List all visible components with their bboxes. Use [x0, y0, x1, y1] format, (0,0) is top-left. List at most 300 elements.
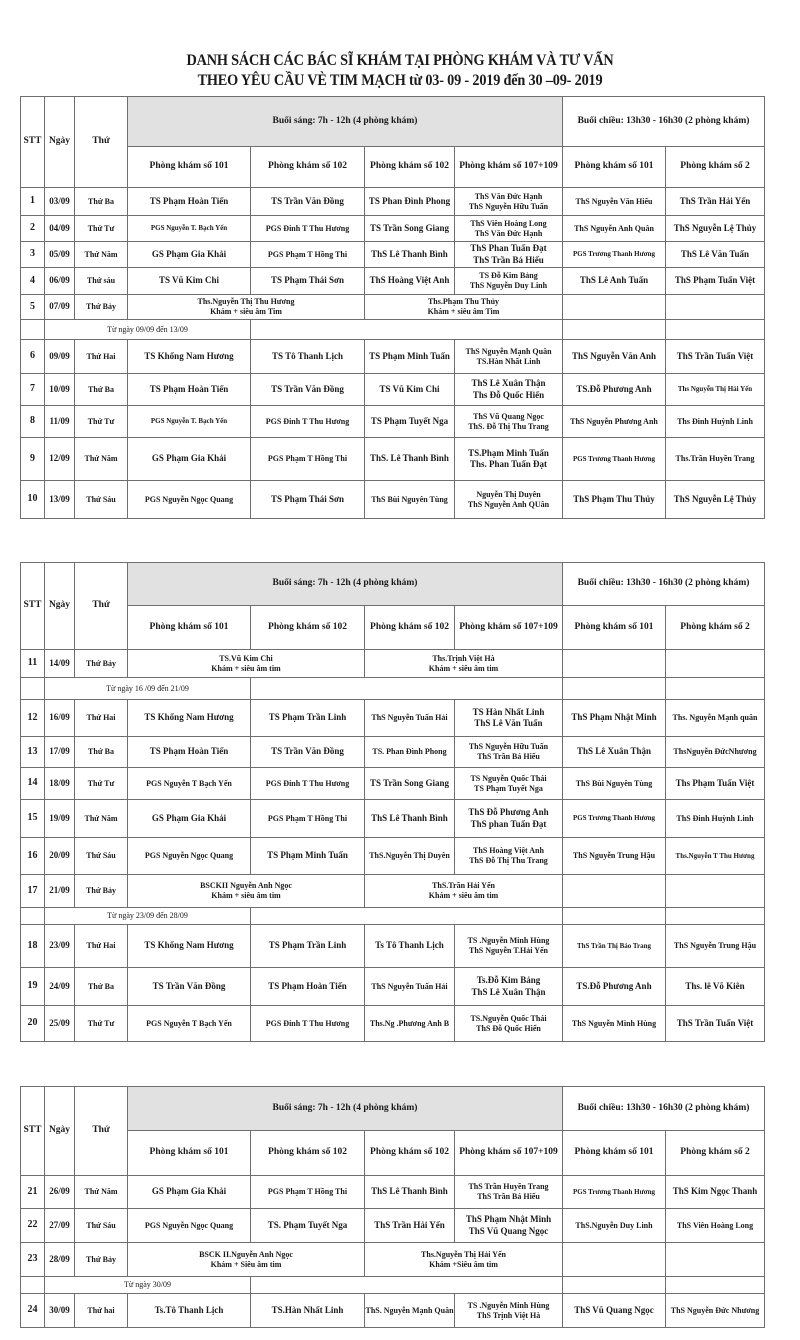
cell-text: 16/09	[49, 712, 70, 723]
cell-text: 04/09	[49, 222, 70, 233]
doctor-cell	[562, 437, 666, 481]
doctor-name: TS Phạm Tuyết Nga	[474, 783, 543, 793]
doctor-name: ThS Trần Bá Hiếu	[477, 752, 540, 761]
row-date	[44, 799, 75, 838]
merged-doctor-cell	[127, 874, 365, 908]
section-empty-cell	[250, 1276, 563, 1294]
cell-text: 26/09	[49, 1186, 70, 1197]
header-label: Buổi chiều: 13h30 - 16h30 (2 phòng khám)	[577, 578, 750, 589]
cell-text: 9	[30, 452, 35, 464]
doctor-cell	[364, 215, 455, 242]
header-room	[665, 1130, 765, 1176]
doctor-name: TS Nguyễn Quốc Thái	[470, 773, 547, 783]
doctor-cell	[562, 799, 666, 838]
header-room	[562, 605, 666, 650]
doctor-name: PGS Trương Thanh Hương	[572, 814, 656, 823]
doctor-name: TS Phạm Tuyết Nga	[370, 415, 449, 426]
row-weekday	[74, 294, 128, 320]
header-label: Phòng khám số 2	[680, 1147, 750, 1158]
doctor-name: ThS Nguyễn Hữu Tuấn	[468, 201, 549, 211]
row-weekday	[74, 649, 128, 678]
doctor-name: TS Hàn Nhất Linh	[472, 706, 545, 717]
doctor-name: TS .Nguyễn Minh Hùng	[467, 936, 550, 945]
doctor-name: ThS Nguyễn Lệ Thủy	[673, 493, 757, 504]
doctor-name: ThS Trần Tuấn Việt	[676, 350, 754, 361]
cell-text: 14	[27, 777, 38, 789]
doctor-cell	[127, 924, 251, 968]
doctor-cell	[665, 405, 765, 438]
cell-text: 8	[30, 415, 35, 427]
doctor-name: ThS Lê Thanh Bình	[371, 812, 448, 823]
doctor-cell	[127, 1005, 251, 1042]
empty-cell	[562, 1242, 666, 1277]
header-label: Thứ	[92, 1125, 110, 1136]
cell-text: Thứ Năm	[84, 1187, 118, 1196]
doctor-cell	[250, 241, 365, 268]
row-date	[44, 241, 75, 268]
doctor-name: ThS Nguyễn Mạnh Quân	[465, 346, 552, 356]
doctor-cell	[250, 837, 365, 875]
doctor-name: ThS.Trần Hải Yến	[432, 881, 495, 890]
header-label: Phòng khám số 102	[268, 161, 347, 172]
doctor-cell	[250, 767, 365, 800]
doctor-name: Nguyễn Thị Duyên	[476, 489, 541, 499]
header-label: Phòng khám số 101	[574, 621, 654, 632]
doctor-cell	[562, 267, 666, 295]
doctor-cell	[665, 1005, 765, 1042]
doctor-name: BSCKII Nguyễn Anh Ngọc	[200, 881, 292, 890]
cell-text: 09/09	[49, 350, 70, 361]
row-weekday	[74, 1242, 128, 1277]
doctor-name: PGS Nguyễn Ngọc Quang	[144, 851, 234, 860]
doctor-name: ThS Nguyễn Lệ Thủy	[673, 222, 757, 233]
cell-text: 14/09	[49, 657, 70, 668]
doctor-name: TS.Nguyễn Quốc Thái	[470, 1013, 547, 1023]
row-stt	[20, 339, 45, 374]
doctor-name: GS Phạm Gia Khải	[151, 1186, 227, 1197]
doctor-name: PGS Đinh T Thu Hương	[265, 1018, 350, 1028]
doctor-name: Ths.Phạm Thu Thủy	[427, 297, 500, 306]
doctor-cell	[562, 967, 666, 1006]
doctor-name: Ths.Nguyễn Thị Hải Yến	[421, 1249, 506, 1259]
doctor-cell	[665, 699, 765, 737]
row-stt	[20, 924, 45, 968]
header-ngay	[44, 562, 75, 650]
section-empty-cell	[562, 907, 666, 925]
header-morning-session	[127, 1086, 563, 1131]
header-label: STT	[23, 136, 42, 147]
row-weekday	[74, 339, 128, 374]
merged-doctor-cell	[364, 294, 563, 320]
doctor-cell	[364, 480, 455, 519]
doctor-name: ThS Trần Hải Yến	[374, 1219, 445, 1230]
doctor-name: ThS Phan Tuấn Đạt	[470, 243, 547, 254]
doctor-cell	[665, 215, 765, 242]
doctor-name: Ths.Trần Huyền Trang	[675, 454, 755, 463]
doctor-cell	[127, 1208, 251, 1243]
doctor-name: Ths.Trịnh Việt Hà	[432, 653, 495, 663]
doctor-name: TS .Nguyễn Minh Hùng	[467, 1300, 550, 1310]
doctor-name: ThS. Đỗ Thị Thu Trang	[468, 421, 549, 431]
header-stt	[20, 1086, 45, 1176]
doctor-name: ThS Lê Thanh Bình	[371, 1186, 448, 1197]
empty-cell	[665, 294, 765, 320]
doctor-name: PGS Nguyễn T. Bạch Yến	[150, 224, 228, 233]
doctor-cell	[665, 1208, 765, 1243]
doctor-name: ThS Văn Đức Hạnh	[474, 228, 543, 238]
doctor-name: TS Phạm Thái Sơn	[270, 275, 345, 286]
doctor-name: ThS Bùi Nguyên Tùng	[575, 778, 653, 788]
doctor-cell	[364, 967, 455, 1006]
doctor-cell	[562, 405, 666, 438]
header-label: Phòng khám số 101	[149, 1147, 229, 1158]
row-weekday	[74, 1005, 128, 1042]
doctor-cell	[562, 1005, 666, 1042]
doctor-cell	[364, 699, 455, 737]
doctor-cell	[562, 339, 666, 374]
doctor-name: GS Phạm Gia Khải	[151, 812, 227, 823]
doctor-name: ThS Nguyễn Phương Anh	[570, 416, 658, 426]
doctor-name: TS Vũ Kim Chi	[379, 383, 440, 394]
doctor-cell	[364, 267, 455, 295]
header-room	[364, 146, 455, 188]
doctor-cell	[364, 924, 455, 968]
doctor-name: ThS Vũ Quang Ngọc	[473, 411, 544, 421]
doctor-name: PGS Nguyễn T. Bạch Yến	[150, 417, 228, 426]
section-label: Từ ngày 09/09 đến 13/09	[107, 324, 188, 334]
row-date	[44, 405, 75, 438]
doctor-name: ThS Nguyễn Đức Nhương	[670, 1305, 760, 1315]
empty-cell	[562, 649, 666, 678]
row-stt	[20, 480, 45, 519]
cell-text: 11/09	[49, 415, 70, 426]
cell-text: Thứ hai	[87, 1305, 115, 1315]
header-label: Phòng khám số 102	[370, 1147, 449, 1158]
header-label: Buổi chiều: 13h30 - 16h30 (2 phòng khám)	[577, 115, 750, 126]
cell-text: Thứ Tư	[87, 416, 115, 426]
doctor-name: GS Phạm Gia Khải	[151, 453, 227, 464]
doctor-cell	[454, 405, 563, 438]
doctor-cell	[250, 437, 365, 481]
doctor-cell	[454, 241, 563, 268]
doctor-name: ThS. Lê Thanh Bình	[370, 453, 449, 464]
doctor-cell	[454, 480, 563, 519]
row-date	[44, 924, 75, 968]
doctor-name: ThS Nguyễn Anh QUân	[467, 499, 550, 509]
document-title-line-2: THEO YÊU CẦU VÈ TIM MẠCH từ 03- 09 - 2019 đến 30 –09- 2019	[197, 72, 603, 89]
doctor-cell	[250, 480, 365, 519]
doctor-cell	[665, 799, 765, 838]
doctor-name: TS.Hàn Nhất Linh	[271, 1304, 344, 1315]
doctor-name: Khám + Siêu âm tim	[210, 1259, 282, 1269]
doctor-name: ThS Hoàng Việt Anh	[473, 846, 544, 855]
document-title-line-1: DANH SÁCH CÁC BÁC SĨ KHÁM TẠI PHÒNG KHÁM VÀ TƯ VẤN	[186, 52, 614, 69]
cell-text: Thứ Hai	[86, 713, 116, 722]
doctor-cell	[454, 1293, 563, 1328]
row-weekday	[74, 799, 128, 838]
cell-text: 23	[27, 1253, 38, 1265]
row-weekday	[74, 967, 128, 1006]
doctor-name: ThS Viên Hoàng Long	[470, 218, 547, 228]
doctor-name: ThS Trịnh Việt Hà	[476, 1310, 541, 1320]
header-label: Phòng khám số 2	[680, 161, 750, 172]
header-room	[127, 146, 251, 188]
doctor-name: TS Trần Văn Đồng	[271, 383, 344, 394]
cell-text: 30/09	[49, 1304, 70, 1315]
header-room	[665, 605, 765, 650]
doctor-cell	[127, 1175, 251, 1209]
row-date	[44, 1208, 75, 1243]
doctor-cell	[250, 405, 365, 438]
section-date-range	[44, 1276, 251, 1294]
doctor-name: ThS Nguyễn Tuấn Hải	[371, 981, 448, 991]
doctor-cell	[127, 405, 251, 438]
doctor-name: PGS Phạm T Hồng Thi	[267, 249, 348, 259]
cell-text: 22	[27, 1219, 38, 1231]
doctor-cell	[127, 767, 251, 800]
doctor-cell	[454, 767, 563, 800]
row-weekday	[74, 767, 128, 800]
doctor-cell	[665, 339, 765, 374]
doctor-cell	[454, 437, 563, 481]
row-date	[44, 1293, 75, 1328]
section-empty-cell	[250, 907, 563, 925]
header-room	[562, 1130, 666, 1176]
row-weekday	[74, 1175, 128, 1209]
empty-cell	[665, 649, 765, 678]
section-label: Từ ngày 23/09 đến 28/09	[107, 911, 188, 920]
doctor-name: ThS Lê Xuân Thận	[471, 378, 546, 389]
cell-text: 2	[30, 222, 35, 234]
doctor-cell	[250, 187, 365, 216]
doctor-name: ThS Phạm Tuấn Việt	[674, 275, 756, 286]
doctor-name: PGS Nguyễn T Bạch Yến	[146, 778, 232, 788]
header-room	[364, 605, 455, 650]
doctor-name: PGS Đinh T Thu Hương	[265, 416, 350, 426]
doctor-name: Khám + siêu âm Tim	[427, 307, 500, 316]
header-room	[250, 605, 365, 650]
doctor-cell	[364, 837, 455, 875]
cell-text: 28/09	[49, 1253, 70, 1264]
row-weekday	[74, 215, 128, 242]
doctor-cell	[127, 967, 251, 1006]
row-stt	[20, 967, 45, 1006]
row-weekday	[74, 924, 128, 968]
doctor-name: TS Phạm Hoàn Tiến	[149, 195, 229, 206]
doctor-cell	[562, 699, 666, 737]
row-weekday	[74, 373, 128, 406]
section-empty-cell	[250, 677, 563, 700]
doctor-name: ThS Đỗ Quốc Hiển	[476, 1023, 541, 1033]
doctor-name: TS Trần Văn Đồng	[152, 980, 226, 991]
cell-text: 23/09	[49, 940, 70, 951]
doctor-cell	[454, 373, 563, 406]
header-room	[562, 146, 666, 188]
header-label: Thứ	[92, 600, 110, 611]
doctor-name: TS Phạm Hoàn Tiến	[268, 980, 347, 991]
doctor-cell	[562, 1208, 666, 1243]
cell-text: 25/09	[49, 1017, 70, 1028]
doctor-cell	[364, 799, 455, 838]
header-label: Phòng khám số 107+109	[459, 1147, 558, 1158]
row-date	[44, 187, 75, 216]
row-stt	[20, 1175, 45, 1209]
row-weekday	[74, 1293, 128, 1328]
header-label: Phòng khám số 2	[680, 621, 750, 632]
doctor-name: ThS Trần Bá Hiếu	[473, 254, 544, 265]
cell-text: 17	[27, 884, 38, 896]
doctor-cell	[562, 1175, 666, 1209]
row-stt	[20, 405, 45, 438]
doctor-cell	[364, 1175, 455, 1209]
merged-doctor-cell	[364, 874, 563, 908]
doctor-name: PGS Phạm T Hồng Thi	[267, 1187, 348, 1196]
cell-text: 11	[27, 657, 38, 669]
cell-text: 10/09	[49, 383, 70, 394]
doctor-name: ThS Bùi Nguyên Tùng	[371, 494, 448, 504]
row-stt	[20, 1005, 45, 1042]
header-room	[127, 605, 251, 650]
section-empty-cell	[20, 677, 45, 700]
header-thu	[74, 1086, 128, 1176]
doctor-cell	[562, 215, 666, 242]
header-label: Phòng khám số 101	[149, 161, 229, 172]
doctor-cell	[250, 967, 365, 1006]
cell-text: Thứ Năm	[84, 249, 118, 259]
cell-text: Thứ Bảy	[86, 886, 116, 895]
doctor-name: Khám + siêu âm tim	[211, 891, 281, 900]
doctor-name: TS Phạm Trần Linh	[268, 940, 347, 951]
doctor-name: Ths Đinh Huỳnh Linh	[677, 416, 753, 426]
row-date	[44, 967, 75, 1006]
section-empty-cell	[665, 1276, 765, 1294]
doctor-name: Khám +Siêu âm tim	[429, 1259, 498, 1269]
doctor-name: ThS Lê Văn Tuấn	[680, 248, 750, 259]
doctor-name: ThS Trần Hải Yến	[679, 195, 751, 206]
row-date	[44, 1242, 75, 1277]
row-stt	[20, 373, 45, 406]
row-date	[44, 699, 75, 737]
section-label: Từ ngày 16 /09 đến 21/09	[106, 683, 189, 693]
doctor-cell	[364, 1293, 455, 1328]
row-date	[44, 267, 75, 295]
row-date	[44, 736, 75, 768]
section-empty-cell	[20, 1276, 45, 1294]
doctor-name: ThS Lê Thanh Bình	[371, 248, 448, 259]
doctor-cell	[364, 1208, 455, 1243]
section-empty-cell	[562, 677, 666, 700]
header-stt	[20, 96, 45, 188]
cell-text: Thứ Hai	[86, 941, 116, 950]
doctor-cell	[454, 339, 563, 374]
doctor-cell	[562, 187, 666, 216]
header-label: Phòng khám số 107+109	[459, 621, 558, 632]
doctor-name: Ths.Nguyễn Thị Thu Hương	[197, 297, 295, 306]
row-date	[44, 437, 75, 481]
row-weekday	[74, 874, 128, 908]
doctor-name: TS.Vũ Kim Chi	[219, 653, 273, 663]
doctor-cell	[454, 1208, 563, 1243]
doctor-cell	[127, 837, 251, 875]
doctor-name: ThsNguyễn ĐứcNhương	[673, 747, 757, 756]
cell-text: Thứ Tư	[87, 1018, 115, 1028]
doctor-cell	[127, 1293, 251, 1328]
header-label: Buổi sáng: 7h - 12h (4 phòng khám)	[272, 578, 418, 589]
doctor-cell	[454, 967, 563, 1006]
doctor-name: PGS Nguyễn Ngọc Quang	[144, 1220, 234, 1230]
doctor-name: TS Trần Song Giang	[370, 222, 449, 233]
row-stt	[20, 736, 45, 768]
section-date-range	[44, 907, 251, 925]
merged-doctor-cell	[364, 1242, 563, 1277]
doctor-cell	[665, 1175, 765, 1209]
doctor-cell	[250, 924, 365, 968]
header-stt	[20, 562, 45, 650]
section-empty-cell	[250, 319, 563, 340]
doctor-cell	[127, 799, 251, 838]
cell-text: 24	[27, 1304, 38, 1316]
doctor-name: TS. Phạm Tuyết Nga	[267, 1219, 348, 1230]
doctor-name: ThS Lê Anh Tuấn	[579, 275, 649, 286]
doctor-cell	[364, 767, 455, 800]
doctor-cell	[127, 267, 251, 295]
cell-text: Thứ Ba	[88, 747, 114, 756]
doctor-cell	[562, 1293, 666, 1328]
cell-text: Thứ Bảy	[86, 302, 116, 311]
cell-text: Thứ Sáu	[86, 494, 116, 504]
row-weekday	[74, 267, 128, 295]
doctor-cell	[454, 699, 563, 737]
row-stt	[20, 649, 45, 678]
row-stt	[20, 767, 45, 800]
row-date	[44, 339, 75, 374]
doctor-name: ThS Văn Đức Hạnh	[474, 191, 543, 201]
header-afternoon-session	[562, 96, 765, 147]
section-empty-cell	[665, 907, 765, 925]
doctor-cell	[250, 215, 365, 242]
doctor-name: PGS Nguyễn Ngọc Quang	[144, 494, 234, 504]
doctor-cell	[364, 187, 455, 216]
doctor-name: TS Phan Đình Phong	[368, 195, 451, 206]
header-label: Buổi chiều: 13h30 - 16h30 (2 phòng khám)	[577, 1102, 750, 1113]
doctor-cell	[665, 267, 765, 295]
doctor-cell	[250, 699, 365, 737]
header-label: Phòng khám số 101	[574, 1147, 654, 1158]
doctor-name: TS Phạm Minh Tuấn	[369, 350, 450, 361]
doctor-name: TS Phạm Hoàn Tiến	[149, 383, 229, 394]
row-weekday	[74, 736, 128, 768]
doctor-cell	[454, 187, 563, 216]
doctor-cell	[364, 405, 455, 438]
doctor-cell	[562, 767, 666, 800]
doctor-cell	[250, 267, 365, 295]
doctor-name: TS Vũ Kim Chi	[158, 275, 220, 286]
doctor-name: TS. Phan Đình Phong	[372, 747, 447, 756]
doctor-name: GS Phạm Gia Khải	[151, 248, 227, 259]
doctor-name: Khám + siêu âm tim	[428, 891, 499, 900]
cell-text: 19/09	[49, 812, 70, 823]
doctor-cell	[454, 837, 563, 875]
cell-text: 03/09	[49, 195, 70, 206]
doctor-cell	[562, 480, 666, 519]
doctor-name: TS.Đỗ Phương Anh	[576, 383, 652, 394]
doctor-name: Ts.Đỗ Kim Bảng	[476, 975, 541, 986]
cell-text: 15	[27, 812, 38, 824]
doctor-name: TS Phạm Trần Linh	[268, 712, 347, 723]
cell-text: Thứ Bảy	[86, 658, 116, 668]
doctor-name: ThS Phạm Nhật Minh	[571, 712, 657, 723]
cell-text: 19	[27, 980, 38, 992]
